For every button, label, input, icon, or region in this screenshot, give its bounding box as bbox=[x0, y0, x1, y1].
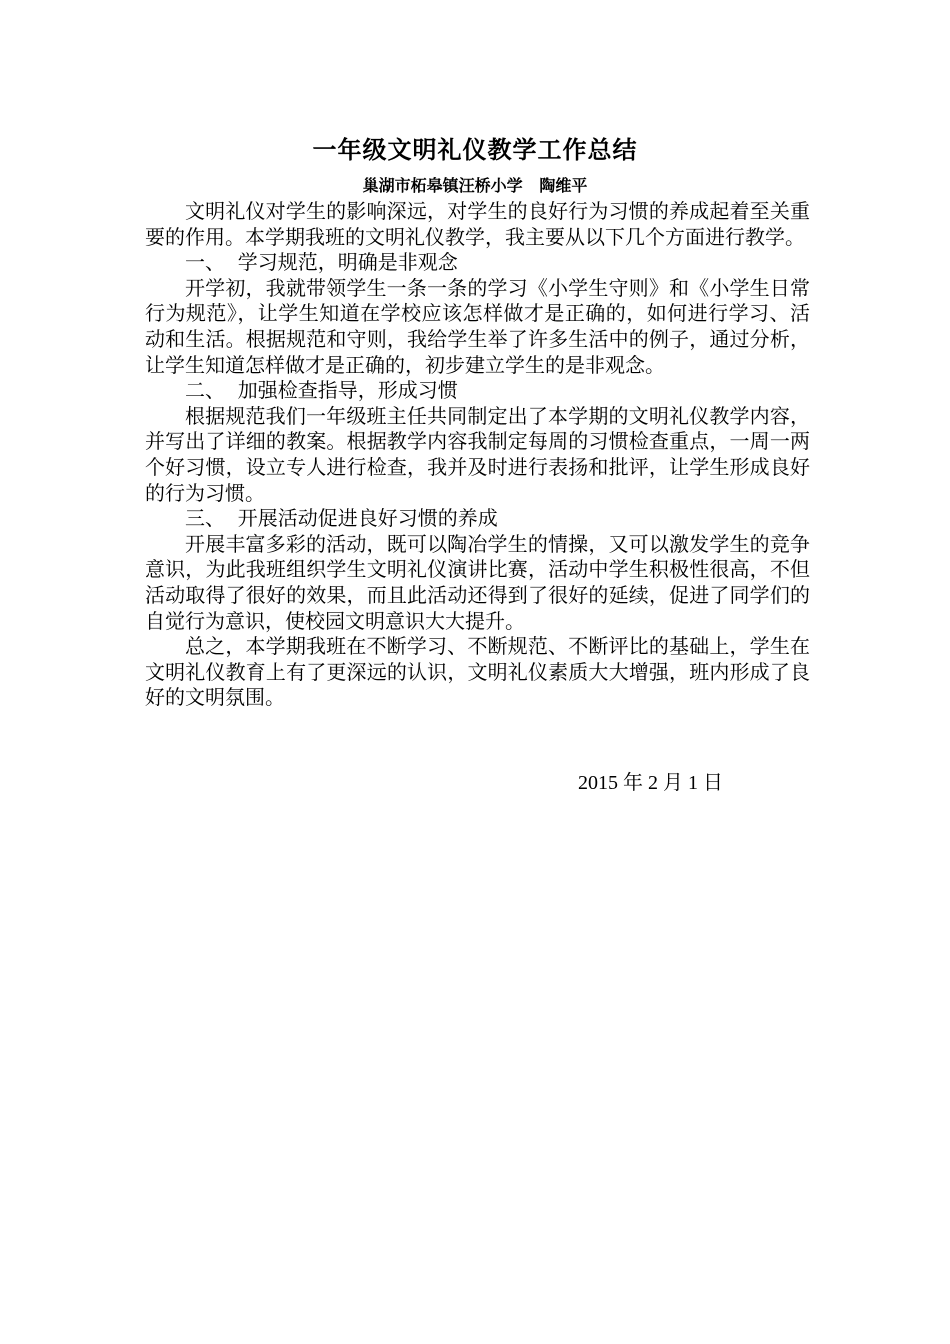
paragraph-conclusion: 总之，本学期我班在不断学习、不断规范、不断评比的基础上，学生在文明礼仪教育上有了更深远的认识，文明礼仪素质大大增强，班内形成了良好的文明氛围。 bbox=[145, 634, 810, 710]
document-date: 2015 年 2 月 1 日 bbox=[578, 772, 723, 794]
document-title: 一年级文明礼仪教学工作总结 bbox=[312, 136, 638, 164]
section-heading-2: 二、 加强检查指导，形成习惯 bbox=[185, 378, 458, 403]
document-body bbox=[145, 199, 810, 711]
paragraph-section-1: 开学初，我就带领学生一条一条的学习《小学生守则》和《小学生日常行为规范》，让学生知道在学校应该怎样做才是正确的，如何进行学习、活动和生活。根据规范和守则，我给学生举了许多生活中的例子，通过分析，让学生知道怎样做才是正确的，初步建立学生的是非观念。 bbox=[145, 275, 810, 377]
section-heading-3: 三、 开展活动促进良好习惯的养成 bbox=[185, 506, 498, 531]
section-heading-1: 一、 学习规范，明确是非观念 bbox=[185, 250, 458, 275]
paragraph-section-2: 根据规范我们一年级班主任共同制定出了本学期的文明礼仪教学内容，并写出了详细的教案。根据教学内容我制定每周的习惯检查重点，一周一两个好习惯，设立专人进行检查，我并及时进行表扬和批评，让学生形成良好的行为习惯。 bbox=[145, 403, 810, 505]
paragraph-intro: 文明礼仪对学生的影响深远，对学生的良好行为习惯的养成起着至关重要的作用。本学期我班的文明礼仪教学，我主要从以下几个方面进行教学。 bbox=[145, 199, 810, 249]
document-subtitle: 巢湖市柘皋镇汪桥小学 陶维平 bbox=[362, 176, 588, 195]
paragraph-section-3: 开展丰富多彩的活动，既可以陶冶学生的情操，又可以激发学生的竞争意识，为此我班组织学生文明礼仪演讲比赛，活动中学生积极性很高，不但活动取得了很好的效果，而且此活动还得到了很好的延续，促进了同学们的自觉行为意识，使校园文明意识大大提升。 bbox=[145, 531, 810, 633]
